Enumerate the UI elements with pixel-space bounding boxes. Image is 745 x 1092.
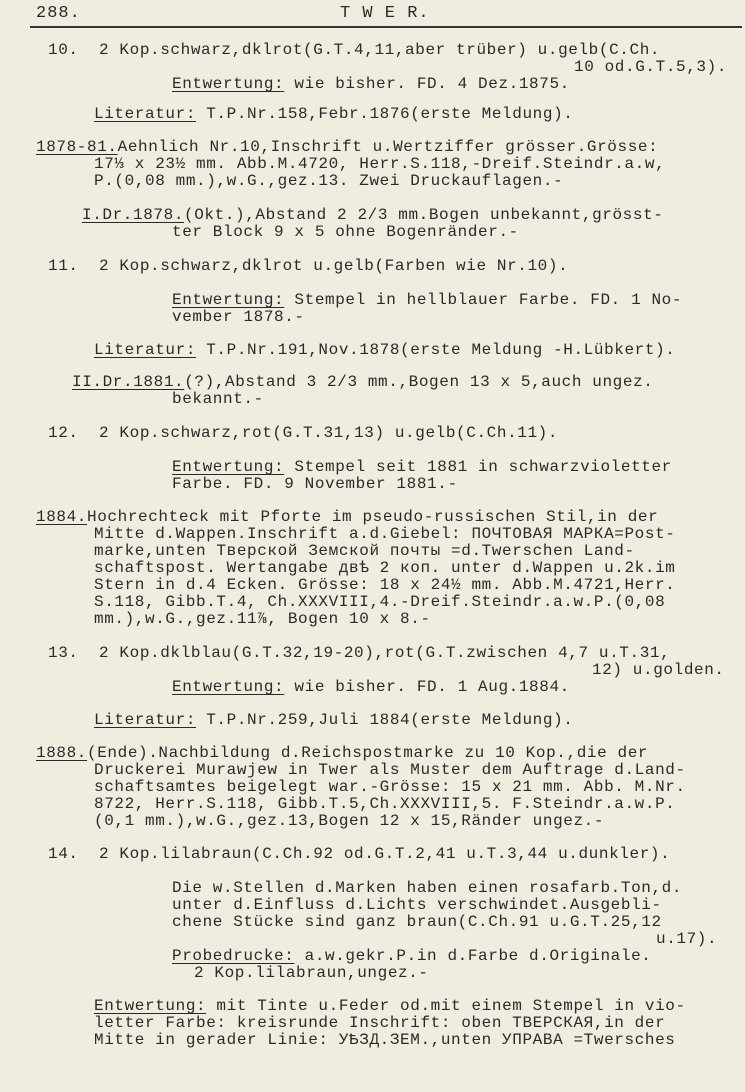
cancellation-line [172,292,682,309]
cancellation-label: Entwertung: [172,291,285,309]
literature-text: T.P.Nr.158,Febr.1876(erste Meldung). [196,105,574,123]
literature-line [94,106,573,123]
issue-1878-line: P.(0,08 mm.),w.G.,gez.13. Zwei Druckauflagen.- [94,172,564,190]
proof-line [172,948,651,965]
proof-line: 2 Kop.lilabraun,ungez.- [194,964,429,982]
proof-label: Probedrucke: [172,947,295,965]
cancellation-line: Farbe. FD. 9 November 1881.- [172,475,458,493]
cancellation-text: Stempel seit 1881 in schwarzvioletter [284,458,672,476]
issue-1884-line: mm.),w.G.,gez.11⅞, Bogen 10 x 8.- [94,610,431,628]
entry-13-line: 13. 2 Kop.dklblau(G.T.32,19-20),rot(G.T.zwischen 4,7 u.T.31, [48,644,671,662]
literature-line [94,342,676,359]
cancellation-label: Entwertung: [172,678,285,696]
issue-year-label: 1878-81. [36,138,118,156]
cancellation-text: wie bisher. FD. 1 Aug.1884. [284,678,570,696]
note-line: u.17). [656,930,718,948]
issue-1878-line: 17⅓ x 23½ mm. Abb.M.4720, Herr.S.118,-Dreif.Steindr.a.w, [94,155,666,173]
issue-text: Hochrechteck mit Pforte im pseudo-russischen Stil,in der [87,508,659,526]
header-rule [30,26,742,28]
cancellation-line: vember 1878.- [172,308,305,326]
literature-label: Literatur: [94,711,197,729]
page-title: T W E R. [340,4,430,23]
cancellation-line [172,679,570,696]
printing-2-line: bekannt.- [172,390,264,408]
printing-text: (Okt.),Abstand 2 2/3 mm.Bogen unbekannt,grösst- [184,206,664,224]
cancellation-label: Entwertung: [172,75,285,93]
issue-text: Aehnlich Nr.10,Inschrift u.Wertziffer grösser.Grösse: [117,138,659,156]
issue-1888-line: Druckerei Murawjew in Twer als Muster dem Auftrage d.Land- [94,761,686,779]
literature-label: Literatur: [94,341,197,359]
page-number: 288. [36,4,81,23]
printing-1-line: ter Block 9 x 5 ohne Bogenränder.- [172,223,519,241]
cancellation-text: wie bisher. FD. 4 Dez.1875. [284,75,570,93]
issue-year-label: 1888. [36,744,88,762]
cancellation-text: mit Tinte u.Feder od.mit einem Stempel in vio- [206,997,686,1015]
cancellation-line: Mitte in gerader Linie: УѢЗД.ЗЕМ.,unten УПРАВА =Twersches [94,1031,676,1049]
cancellation-line [172,76,570,93]
issue-1888-line [36,745,648,762]
literature-line [94,712,573,729]
literature-text: T.P.Nr.259,Juli 1884(erste Meldung). [196,711,574,729]
literature-label: Literatur: [94,105,197,123]
cancellation-text: Stempel in hellblauer Farbe. FD. 1 No- [284,291,683,309]
issue-1884-line: Mitte d.Wappen.Inschrift a.d.Giebel: ПОЧТОВАЯ МАРКА=Post- [94,525,676,543]
issue-1888-line: (0,1 mm.),w.G.,gez.13,Bogen 12 x 15,Ränder ungez.- [94,812,605,830]
note-line: Die w.Stellen d.Marken haben einen rosafarb.Ton,d. [172,879,683,897]
cancellation-label: Entwertung: [94,997,207,1015]
issue-1878-line [36,139,658,156]
cancellation-line: letter Farbe: kreisrunde Inschrift: oben ТВЕРСКАЯ,in der [94,1014,666,1032]
issue-1888-line: 8722, Herr.S.118, Gibb.T.5,Ch.XXXVIII,5. F.Steindr.a.w.P. [94,795,676,813]
printing-2-line [72,374,654,391]
issue-1884-line [36,509,658,526]
issue-1884-line: schaftspost. Wertangabe двѣ 2 коп. unter d.Wappen u.2k.im [94,559,676,577]
printing-text: (?),Abstand 3 2/3 mm.,Bogen 13 x 5,auch ungez. [184,373,654,391]
note-line: chene Stücke sind ganz braun(C.Ch.91 u.G.T.25,12 [172,913,662,931]
issue-1884-line: S.118, Gibb.T.4, Ch.XXXVIII,4.-Dreif.Steindr.a.w.P.(0,08 [94,593,666,611]
literature-text: T.P.Nr.191,Nov.1878(erste Meldung -H.Lübkert). [196,341,676,359]
issue-1884-line: marke,unten Тверской Земской почты =d.Twerschen Land- [94,542,635,560]
cancellation-line [172,459,672,476]
note-line: unter d.Einfluss d.Lichts verschwindet.Ausgebli- [172,896,662,914]
cancellation-label: Entwertung: [172,458,285,476]
entry-12-line: 12. 2 Kop.schwarz,rot(G.T.31,13) u.gelb(C.Ch.11). [48,424,559,442]
entry-14-line: 14. 2 Kop.lilabraun(C.Ch.92 od.G.T.2,41 u.T.3,44 u.dunkler). [48,845,671,863]
cancellation-line [94,998,686,1015]
proof-text: a.w.gekr.P.in d.Farbe d.Originale. [294,947,652,965]
printing-label: II.Dr.1881. [72,373,185,391]
entry-13-line: 12) u.golden. [592,661,725,679]
printing-1-line [82,207,664,224]
entry-10-line: 10. 2 Kop.schwarz,dklrot(G.T.4,11,aber trüber) u.gelb(C.Ch. [48,41,661,59]
issue-1888-line: schaftsamtes beigelegt war.-Grösse: 15 x 21 mm. Abb. M.Nr. [94,778,686,796]
entry-10-line: 10 od.G.T.5,3). [574,58,728,76]
printing-label: I.Dr.1878. [82,206,185,224]
issue-text: (Ende).Nachbildung d.Reichspostmarke zu 10 Kop.,die der [87,744,649,762]
entry-11-line: 11. 2 Kop.schwarz,dklrot u.gelb(Farben wie Nr.10). [48,257,569,275]
issue-year-label: 1884. [36,508,88,526]
issue-1884-line: Stern in d.4 Ecken. Grösse: 18 x 24½ mm. Abb.M.4721,Herr. [94,576,676,594]
